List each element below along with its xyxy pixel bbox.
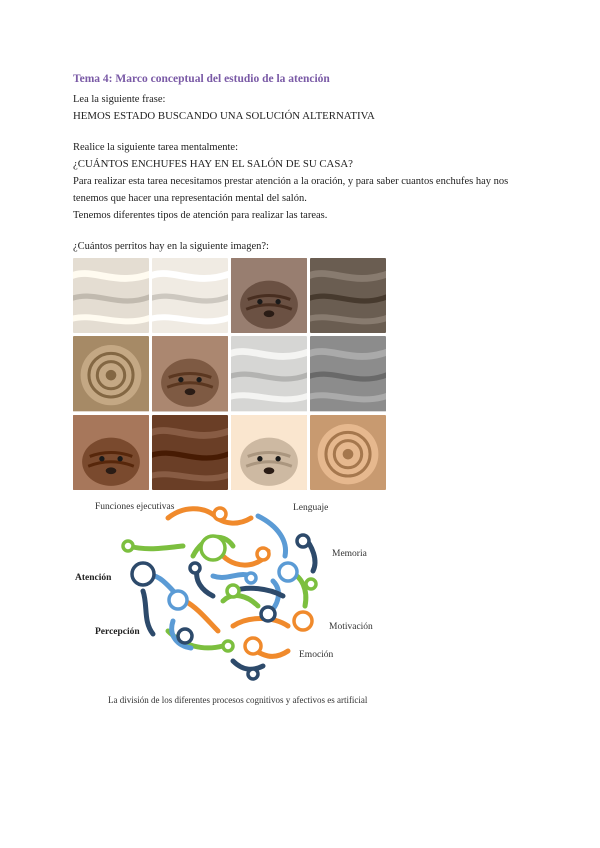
puppy-photo [73,415,149,490]
label-emocion: Emoción [299,650,334,660]
task-intro-text: Realice la siguiente tarea mentalmente: [73,142,239,153]
phrase-text: HEMOS ESTADO BUSCANDO UNA SOLUCIÓN ALTERNATIVA [73,110,375,122]
label-motivacion: Motivación [329,622,373,632]
diagram-caption: La división de los diferentes procesos cognitivos y afectivos es artificial [108,695,368,705]
puppy-photo [231,415,307,490]
label-funciones-ejecutivas: Funciones ejecutivas [95,502,175,512]
rolled-towel-photo [310,415,386,490]
puppy-photo [152,336,228,411]
label-memoria: Memoria [332,549,367,559]
towel-photo [152,258,228,333]
towel-photo [152,415,228,490]
paragraph-line-1: Para realizar esta tarea necesitamos prestar atención a la oración, y para saber cuantos enchufes hay nos [73,176,509,187]
towel-photo [310,336,386,411]
page-title: Tema 4: Marco conceptual del estudio de la atención [73,73,330,85]
puppy-photo [231,258,307,333]
puppy-question: ¿Cuántos perritos hay en la siguiente imagen?: [73,241,269,252]
label-lenguaje: Lenguaje [293,503,329,513]
towel-photo [73,258,149,333]
paragraph-line-3: Tenemos diferentes tipos de atención para realizar las tareas. [73,210,328,221]
towel-photo [310,258,386,333]
puppy-towel-image-grid [73,258,386,490]
rolled-towel-photo [73,336,149,411]
towel-photo [231,336,307,411]
label-percepcion: Percepción [95,627,140,637]
label-atencion: Atención [75,573,112,583]
intro-text: Lea la siguiente frase: [73,94,166,105]
paragraph-line-2: tenemos que hacer una representación mental del salón. [73,193,307,204]
question-text: ¿CUÁNTOS ENCHUFES HAY EN EL SALÓN DE SU CASA? [73,158,353,170]
